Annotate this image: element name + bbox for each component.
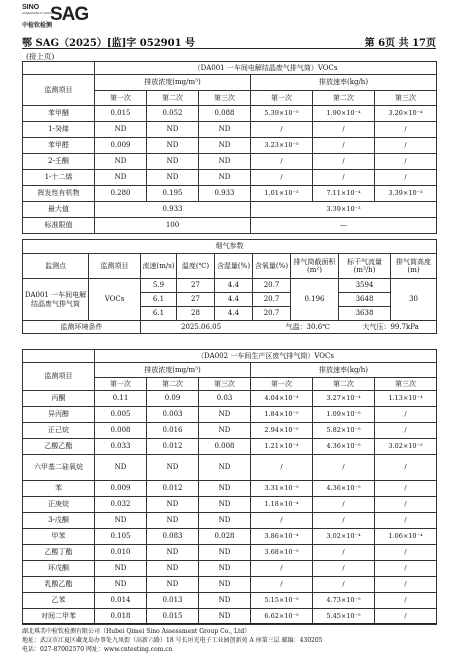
table-cell: 3594 bbox=[339, 279, 391, 293]
table-row bbox=[23, 138, 437, 154]
table-cell: ND bbox=[199, 407, 251, 423]
table-cell: 0.009 bbox=[95, 481, 147, 497]
table-cell: ND bbox=[147, 138, 199, 154]
row-label: 监测环境条件 bbox=[23, 321, 141, 334]
column-header: 监测项目 bbox=[23, 363, 95, 391]
table-cell: 30 bbox=[391, 279, 437, 321]
row-label: 乳酸乙酯 bbox=[23, 577, 95, 593]
row-label: 1-十二烯 bbox=[23, 170, 95, 186]
table-cell: 5.45×10⁻⁵ bbox=[313, 609, 375, 625]
row-label: 乙苯 bbox=[23, 593, 95, 609]
table-cell: ND bbox=[147, 154, 199, 170]
column-header: 排气筒截面积(m²) bbox=[291, 254, 339, 279]
footer-company: 湖北琪美中检钦检测有限公司（Hubei Qimei Sino Assessment Group Co., Ltd） bbox=[22, 628, 251, 635]
row-label: 2-壬酮 bbox=[23, 154, 95, 170]
column-header: 第三次 bbox=[199, 91, 251, 106]
table-cell: ND bbox=[199, 497, 251, 513]
table-row bbox=[23, 154, 437, 170]
table-row bbox=[23, 423, 437, 439]
table-row bbox=[23, 455, 437, 481]
table-cell: ND bbox=[199, 481, 251, 497]
logo-sag: SAG bbox=[50, 4, 89, 25]
table-cell: 0.008 bbox=[95, 423, 147, 439]
table-cell: 1.06×10⁻⁴ bbox=[375, 529, 437, 545]
table-cell: / bbox=[251, 455, 313, 481]
column-header: 第二次 bbox=[313, 378, 375, 391]
table-cell: ND bbox=[199, 593, 251, 609]
table-cell: / bbox=[313, 122, 375, 138]
table-cell: / bbox=[251, 170, 313, 186]
table-row bbox=[23, 561, 437, 577]
column-header: 第二次 bbox=[313, 91, 375, 106]
table-cell: 0.933 bbox=[95, 202, 251, 218]
table-cell: ND bbox=[147, 577, 199, 593]
table-cell: ND bbox=[95, 154, 147, 170]
table-cell: ND bbox=[199, 154, 251, 170]
table-cell: / bbox=[375, 122, 437, 138]
table-cell: / bbox=[375, 609, 437, 625]
table-row bbox=[23, 439, 437, 455]
table-cell: / bbox=[313, 513, 375, 529]
table-cell: 5.39×10⁻⁵ bbox=[251, 106, 313, 122]
row-label: 标准限值 bbox=[23, 218, 95, 234]
table-cell: 1.90×10⁻⁴ bbox=[313, 106, 375, 122]
table-cell: 0.196 bbox=[291, 279, 339, 321]
table-cell: 3.68×10⁻⁵ bbox=[251, 545, 313, 561]
table-cell: 0.005 bbox=[95, 407, 147, 423]
table-cell: 1.13×10⁻⁴ bbox=[375, 391, 437, 407]
table-row bbox=[23, 529, 437, 545]
table-cell: 3.02×10⁻⁴ bbox=[313, 529, 375, 545]
voc-table-da001 bbox=[22, 61, 437, 234]
row-label: 六甲基二硅氧烷 bbox=[23, 455, 95, 481]
table-cell: ND bbox=[199, 170, 251, 186]
table-cell: 4.36×10⁻⁵ bbox=[313, 481, 375, 497]
table-cell: 1.21×10⁻⁴ bbox=[251, 439, 313, 455]
table-cell: 27 bbox=[177, 279, 215, 293]
table-cell: 20.7 bbox=[253, 293, 291, 307]
page-number: 第 6页 共 17页 bbox=[364, 38, 436, 49]
table-cell: / bbox=[313, 138, 375, 154]
table-cell: — bbox=[251, 218, 437, 234]
column-header: 第一次 bbox=[251, 91, 313, 106]
table-cell: / bbox=[251, 154, 313, 170]
table-cell: ND bbox=[199, 561, 251, 577]
header-divider bbox=[22, 48, 436, 49]
table-cell: / bbox=[375, 407, 437, 423]
table-cell: / bbox=[375, 481, 437, 497]
table-cell: ND bbox=[199, 122, 251, 138]
table-cell: ND bbox=[95, 561, 147, 577]
table-cell: 0.03 bbox=[199, 391, 251, 407]
row-label: 正己烷 bbox=[23, 423, 95, 439]
row-label: 乙酸乙酯 bbox=[23, 439, 95, 455]
table-cell: 100 bbox=[95, 218, 251, 234]
table-cell: 3.86×10⁻⁴ bbox=[251, 529, 313, 545]
table-cell: 4.4 bbox=[215, 307, 253, 321]
table-cell: VOCs bbox=[89, 279, 141, 321]
table-cell: 6.1 bbox=[141, 293, 177, 307]
table-cell: 3.39×10⁻³ bbox=[251, 202, 437, 218]
table-cell: ND bbox=[199, 423, 251, 439]
table-cell: 5.9 bbox=[141, 279, 177, 293]
row-label: 苯 bbox=[23, 481, 95, 497]
table-cell: / bbox=[313, 455, 375, 481]
table-cell: / bbox=[375, 593, 437, 609]
row-label: DA001 一车间电解结晶废气排气筒 bbox=[23, 279, 89, 321]
row-label: 正庚烷 bbox=[23, 497, 95, 513]
table-row bbox=[23, 593, 437, 609]
table-cell: / bbox=[375, 154, 437, 170]
column-header: 含氧量(%) bbox=[253, 254, 291, 279]
table-cell bbox=[23, 350, 95, 363]
company-logo bbox=[22, 4, 112, 30]
table-cell: 0.003 bbox=[147, 407, 199, 423]
table-cell: / bbox=[313, 497, 375, 513]
column-header: 排放浓度(mg/m³) bbox=[95, 75, 251, 91]
logo-cn: 中检钦检测 bbox=[22, 23, 53, 29]
column-header: 监测点 bbox=[23, 254, 89, 279]
table-cell: 3648 bbox=[339, 293, 391, 307]
table-cell: 4.36×10⁻⁵ bbox=[313, 439, 375, 455]
table-cell: ND bbox=[95, 122, 147, 138]
table-cell: 3.23×10⁻⁵ bbox=[251, 138, 313, 154]
table-cell: 3638 bbox=[339, 307, 391, 321]
table-cell: / bbox=[375, 170, 437, 186]
table-cell: / bbox=[251, 122, 313, 138]
table-cell: ND bbox=[199, 577, 251, 593]
table-row bbox=[23, 513, 437, 529]
table-cell: ND bbox=[95, 455, 147, 481]
table-cell: 0.009 bbox=[95, 138, 147, 154]
row-label: 苯甲醚 bbox=[23, 106, 95, 122]
table-cell: 0.015 bbox=[95, 106, 147, 122]
table-cell: 0.012 bbox=[147, 439, 199, 455]
table-cell: 4.4 bbox=[215, 293, 253, 307]
table-cell: 6.1 bbox=[141, 307, 177, 321]
table-cell: 6.62×10⁻⁵ bbox=[251, 609, 313, 625]
document-number: 鄂 SAG（2025）[监]字 052901 号 bbox=[22, 38, 196, 49]
table-cell: 0.11 bbox=[95, 391, 147, 407]
table-cell: / bbox=[313, 170, 375, 186]
env-date: 2025.06.05 bbox=[181, 322, 222, 331]
table-cell: ND bbox=[147, 561, 199, 577]
table-cell: 0.052 bbox=[147, 106, 199, 122]
table-cell: 1.01×10⁻³ bbox=[251, 186, 313, 202]
table-cell: ND bbox=[147, 170, 199, 186]
table-cell: 20.7 bbox=[253, 279, 291, 293]
table-cell: / bbox=[251, 561, 313, 577]
table-row bbox=[23, 186, 437, 202]
table-cell: ND bbox=[147, 513, 199, 529]
table-cell: / bbox=[313, 577, 375, 593]
table-cell: 0.09 bbox=[147, 391, 199, 407]
table-cell: ND bbox=[147, 545, 199, 561]
table-cell: 2.94×10⁻⁵ bbox=[251, 423, 313, 439]
table-cell: 0.010 bbox=[95, 545, 147, 561]
row-label: 对间二甲苯 bbox=[23, 609, 95, 625]
table-row bbox=[23, 545, 437, 561]
column-header: 第三次 bbox=[199, 378, 251, 391]
column-header: 第二次 bbox=[147, 91, 199, 106]
column-header: 排放速率(kg/h) bbox=[251, 363, 437, 378]
table-cell: 3.39×10⁻³ bbox=[375, 186, 437, 202]
column-header: 含湿量(%) bbox=[215, 254, 253, 279]
footer-divider bbox=[22, 623, 436, 624]
column-header: 排气筒高度(m) bbox=[391, 254, 437, 279]
env-pressure: 大气压：99.7kPa bbox=[362, 322, 419, 331]
table-row bbox=[23, 497, 437, 513]
table-cell: 4.4 bbox=[215, 279, 253, 293]
table-cell: ND bbox=[199, 609, 251, 625]
table-cell: 27 bbox=[177, 293, 215, 307]
table-cell: ND bbox=[95, 577, 147, 593]
table-title: （DA002 一车间生产区废气排气筒）VOCs bbox=[95, 350, 437, 363]
table-cell: / bbox=[375, 561, 437, 577]
table-row bbox=[23, 170, 437, 186]
table-cell: 7.11×10⁻⁴ bbox=[313, 186, 375, 202]
row-label: 1-癸烯 bbox=[23, 122, 95, 138]
column-header: 第一次 bbox=[251, 378, 313, 391]
table-cell: 0.014 bbox=[95, 593, 147, 609]
table-cell: ND bbox=[147, 497, 199, 513]
column-header: 第二次 bbox=[147, 378, 199, 391]
table-cell: / bbox=[375, 138, 437, 154]
table-cell: 1.18×10⁻⁴ bbox=[251, 497, 313, 513]
table-cell: 3.02×10⁻⁵ bbox=[375, 439, 437, 455]
table-cell: 4.04×10⁻⁴ bbox=[251, 391, 313, 407]
column-header: 标干气流量(m³/h) bbox=[339, 254, 391, 279]
table-cell: 0.280 bbox=[95, 186, 147, 202]
table-row bbox=[23, 391, 437, 407]
logo-sub: ASSESSMENT GROUP bbox=[22, 11, 55, 15]
footer-address: 地址：武汉市江夏区藏龙岛办事处九凤街（高新六路）18 号长垣光电子工业园创新苑 A 座第三层 邮编：430205 bbox=[22, 637, 323, 644]
table-cell: 1.84×10⁻⁵ bbox=[251, 407, 313, 423]
table-cell: 0.016 bbox=[147, 423, 199, 439]
table-cell: 0.933 bbox=[199, 186, 251, 202]
table-cell: 0.033 bbox=[95, 439, 147, 455]
row-label: 异丙醇 bbox=[23, 407, 95, 423]
table-cell: 4.73×10⁻⁵ bbox=[313, 593, 375, 609]
column-header: 温度(℃) bbox=[177, 254, 215, 279]
table-cell: 0.008 bbox=[199, 439, 251, 455]
logo-sino: SINO bbox=[22, 4, 40, 11]
table-cell: ND bbox=[147, 455, 199, 481]
row-label: 环戊酮 bbox=[23, 561, 95, 577]
table-cell: ND bbox=[95, 170, 147, 186]
table-row bbox=[23, 106, 437, 122]
row-label: 乙酸丁酯 bbox=[23, 545, 95, 561]
env-conditions bbox=[141, 321, 437, 334]
table-cell: 0.105 bbox=[95, 529, 147, 545]
table-cell: 0.013 bbox=[147, 593, 199, 609]
table-row bbox=[23, 577, 437, 593]
column-header: 监测项目 bbox=[23, 75, 95, 106]
table-cell: 0.015 bbox=[147, 609, 199, 625]
table-title: （DA001 一车间电解结晶废气排气筒）VOCs bbox=[95, 62, 437, 75]
table-cell: 20.7 bbox=[253, 307, 291, 321]
column-header: 流速(m/s) bbox=[141, 254, 177, 279]
table-cell: / bbox=[375, 577, 437, 593]
table-cell: 0.032 bbox=[95, 497, 147, 513]
table-cell: ND bbox=[199, 513, 251, 529]
table-cell: 0.083 bbox=[147, 529, 199, 545]
table-cell: / bbox=[251, 513, 313, 529]
table-cell: 0.088 bbox=[199, 106, 251, 122]
table-cell: 3.31×10⁻⁵ bbox=[251, 481, 313, 497]
row-label: 最大值 bbox=[23, 202, 95, 218]
table-cell: / bbox=[375, 545, 437, 561]
table-cell: / bbox=[375, 497, 437, 513]
row-label: 3-戊酮 bbox=[23, 513, 95, 529]
continued-note: (接上页) bbox=[26, 52, 55, 61]
table-cell: 0.018 bbox=[95, 609, 147, 625]
table-cell: ND bbox=[147, 122, 199, 138]
table-cell: / bbox=[251, 577, 313, 593]
table-cell: 1.09×10⁻⁵ bbox=[313, 407, 375, 423]
table-cell: ND bbox=[199, 455, 251, 481]
row-label: 挥发性有机物 bbox=[23, 186, 95, 202]
table-cell: ND bbox=[95, 513, 147, 529]
voc-table-da002 bbox=[22, 349, 437, 625]
table-cell: ND bbox=[199, 138, 251, 154]
column-header: 第一次 bbox=[95, 91, 147, 106]
table-cell: 3.20×10⁻⁴ bbox=[375, 106, 437, 122]
table-row bbox=[23, 407, 437, 423]
env-temp: 气温：30.6℃ bbox=[285, 322, 330, 331]
table-title: 烟气参数 bbox=[23, 240, 437, 254]
table-cell bbox=[23, 62, 95, 75]
row-label: 丙酮 bbox=[23, 391, 95, 407]
column-header: 第三次 bbox=[375, 378, 437, 391]
column-header: 第三次 bbox=[375, 91, 437, 106]
footer-contact: 电话：027-87002570 网址：www.cntesting.com.cn bbox=[22, 646, 173, 653]
table-cell: / bbox=[313, 561, 375, 577]
table-cell: 5.15×10⁻⁵ bbox=[251, 593, 313, 609]
table-cell: / bbox=[375, 513, 437, 529]
table-cell: / bbox=[375, 423, 437, 439]
column-header: 第一次 bbox=[95, 378, 147, 391]
table-cell: / bbox=[375, 455, 437, 481]
column-header: 排放浓度(mg/m³) bbox=[95, 363, 251, 378]
table-cell: 0.028 bbox=[199, 529, 251, 545]
flue-gas-params-table bbox=[22, 239, 437, 334]
table-cell: 5.82×10⁻⁵ bbox=[313, 423, 375, 439]
column-header: 监测项目 bbox=[89, 254, 141, 279]
row-label: 苯甲醛 bbox=[23, 138, 95, 154]
table-cell: 0.012 bbox=[147, 481, 199, 497]
table-cell: ND bbox=[199, 545, 251, 561]
table-cell: 3.27×10⁻⁴ bbox=[313, 391, 375, 407]
row-label: 甲苯 bbox=[23, 529, 95, 545]
table-cell: / bbox=[313, 545, 375, 561]
table-row bbox=[23, 481, 437, 497]
table-row bbox=[23, 122, 437, 138]
table-cell: 0.195 bbox=[147, 186, 199, 202]
table-cell: 28 bbox=[177, 307, 215, 321]
column-header: 排放速率(kg/h) bbox=[251, 75, 437, 91]
table-cell: / bbox=[313, 154, 375, 170]
